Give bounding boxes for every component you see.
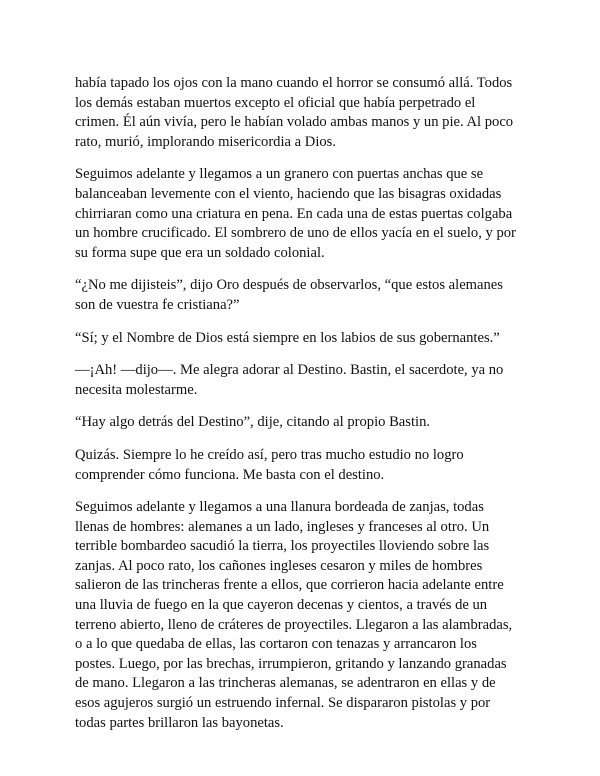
paragraph-2 [75, 165, 535, 263]
text-line: necesita molestarme. [75, 381, 198, 398]
body-text [75, 74, 535, 746]
text-line: los demás estaban muertos excepto el oficial que había perpetrado el [75, 94, 476, 111]
text-line: había tapado los ojos con la mano cuando el horror se consumó allá. Todos [75, 75, 513, 91]
text-line: un hombre crucificado. El sombrero de uno de ellos yacía en el suelo, y por [75, 225, 516, 242]
paragraph-8 [75, 498, 535, 733]
text-line: “Sí; y el Nombre de Dios está siempre en los labios de sus gobernantes.” [75, 329, 500, 346]
text-line: terreno abierto, lleno de cráteres de proyectiles. Llegaron a las alambradas, [75, 616, 513, 633]
text-line: comprender cómo funciona. Me basta con el destino. [75, 466, 385, 483]
text-line: “¿No me dijisteis”, dijo Oro después de observarlos, “que estos alemanes [75, 277, 503, 294]
text-line: o a lo que quedaba de ellas, las cortaron con tenazas y arrancaron los [75, 636, 477, 653]
text-line: balanceaban levemente con el viento, haciendo que las bisagras oxidadas [75, 185, 502, 202]
paragraph-1 [75, 74, 535, 152]
text-line: Seguimos adelante y llegamos a un granero con puertas anchas que se [75, 166, 484, 183]
text-line: Seguimos adelante y llegamos a una llanura bordeada de zanjas, todas [75, 499, 484, 516]
text-line: zanjas. Al poco rato, los cañones ingleses cesaron y miles de hombres [75, 557, 483, 574]
text-line: llenas de hombres: alemanes a un lado, ingleses y franceses al otro. Un [75, 518, 490, 535]
text-line: una lluvia de fuego en la que cayeron decenas y cientos, a través de un [75, 597, 488, 614]
text-line: de mano. Llegaron a las trincheras alemanas, se adentraron en ellas y de [75, 675, 496, 692]
text-line: todas partes brillaron las bayonetas. [75, 714, 284, 731]
text-line: esos agujeros surgió un estruendo infernal. Se dispararon pistolas y por [75, 695, 491, 712]
text-line: su forma supe que era un soldado colonial. [75, 244, 325, 261]
text-line: —¡Ah! —dijo—. Me alegra adorar al Destino. Bastin, el sacerdote, ya no [75, 362, 504, 379]
text-line: son de vuestra fe cristiana?” [75, 296, 240, 313]
paragraph-3 [75, 276, 535, 315]
text-line: chirriaran como una criatura en pena. En cada una de estas puertas colgaba [75, 205, 513, 222]
paragraph-4 [75, 329, 535, 349]
text-line: “Hay algo detrás del Destino”, dije, citando al propio Bastin. [75, 414, 431, 431]
text-line: terrible bombardeo sacudió la tierra, los proyectiles lloviendo sobre las [75, 538, 490, 555]
paragraph-6 [75, 413, 535, 433]
text-line: salieron de las trincheras frente a ellos, que corrieron hacia adelante entre [75, 577, 504, 594]
text-line: postes. Luego, por las brechas, irrumpieron, gritando y lanzando granadas [75, 655, 507, 672]
text-line: rato, murió, implorando misericordia a Dios. [75, 133, 337, 150]
text-line: Quizás. Siempre lo he creído así, pero tras mucho estudio no logro [75, 446, 464, 463]
paragraph-5 [75, 361, 535, 400]
text-line: crimen. Él aún vivía, pero le habían volado ambas manos y un pie. Al poco [75, 114, 514, 131]
paragraph-7 [75, 446, 535, 485]
